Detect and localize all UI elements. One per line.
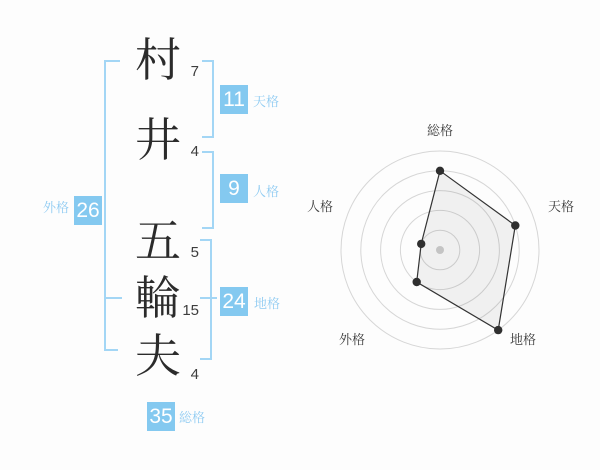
chikaku-bracket-tick-mid bbox=[200, 297, 217, 299]
stroke-count-3: 5 bbox=[190, 244, 199, 261]
jinkaku-bracket-line bbox=[212, 151, 214, 229]
chikaku-label: 地格 bbox=[254, 296, 281, 311]
radar-axis-label: 人格 bbox=[306, 199, 334, 214]
gaikaku-value-badge: 26 bbox=[74, 196, 102, 225]
radar-value-polygon bbox=[417, 171, 516, 330]
radar-vertex-dot bbox=[436, 167, 444, 175]
jinkaku-bracket-tick-top bbox=[202, 151, 214, 153]
tenkaku-bracket-tick-top bbox=[202, 60, 214, 62]
chikaku-bracket-tick-bottom bbox=[200, 358, 212, 360]
chikaku-value-badge: 24 bbox=[220, 287, 248, 316]
name-char-2: 井 bbox=[135, 114, 181, 166]
jinkaku-value-badge: 9 bbox=[220, 174, 248, 203]
radar-axis-label: 地格 bbox=[509, 332, 537, 347]
name-char-3: 五 bbox=[135, 215, 181, 267]
tenkaku-bracket-tick-bottom bbox=[202, 136, 214, 138]
jinkaku-label: 人格 bbox=[253, 184, 280, 199]
stroke-count-2: 4 bbox=[190, 143, 199, 160]
radar-axis-label: 天格 bbox=[547, 199, 575, 214]
tenkaku-bracket-line bbox=[212, 60, 214, 138]
radar-center-dot bbox=[436, 246, 444, 254]
chikaku-bracket-tick-top bbox=[200, 239, 212, 241]
gaikaku-bracket-tick-top bbox=[104, 60, 120, 62]
name-char-4: 輪 bbox=[135, 272, 181, 324]
gaikaku-bracket-line bbox=[104, 60, 106, 351]
radar-axis-label: 外格 bbox=[338, 332, 366, 347]
name-char-5: 夫 bbox=[135, 330, 181, 382]
soukaku-value-badge: 35 bbox=[147, 402, 175, 431]
jinkaku-bracket-tick-bottom bbox=[202, 227, 214, 229]
gaikaku-label: 外格 bbox=[42, 200, 69, 215]
soukaku-label: 総格 bbox=[179, 410, 206, 425]
stroke-count-4: 15 bbox=[182, 302, 199, 319]
fortune-radar-chart bbox=[300, 118, 590, 358]
radar-vertex-dot bbox=[417, 240, 425, 248]
radar-vertex-dot bbox=[413, 278, 421, 286]
gaikaku-bracket-tick-mid bbox=[104, 297, 122, 299]
tenkaku-label: 天格 bbox=[253, 94, 280, 109]
name-char-1: 村 bbox=[135, 34, 181, 86]
stroke-count-1: 7 bbox=[190, 63, 199, 80]
radar-axis-label: 総格 bbox=[426, 123, 454, 138]
chikaku-bracket-line bbox=[210, 239, 212, 360]
radar-vertex-dot bbox=[494, 326, 502, 334]
stroke-count-5: 4 bbox=[190, 366, 199, 383]
radar-vertex-dot bbox=[511, 221, 519, 229]
gaikaku-bracket-tick-bottom bbox=[104, 349, 118, 351]
tenkaku-value-badge: 11 bbox=[220, 85, 248, 114]
